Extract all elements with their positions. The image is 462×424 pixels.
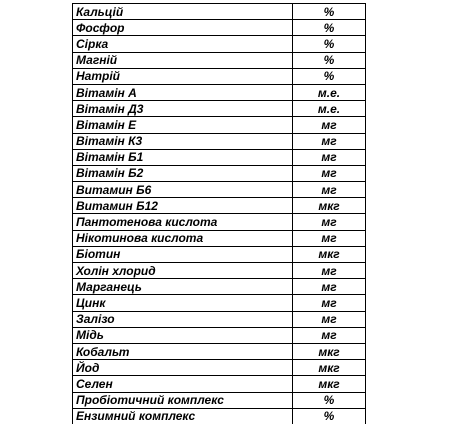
empty-cell[interactable]	[366, 101, 457, 117]
empty-cell[interactable]	[366, 149, 457, 165]
empty-cell[interactable]	[366, 343, 457, 359]
table-row	[73, 36, 457, 52]
table-row	[73, 311, 457, 327]
nutrient-name-cell[interactable]: Мідь	[73, 327, 293, 343]
unit-cell[interactable]: мг	[293, 263, 366, 279]
nutrient-name-cell[interactable]: Селен	[73, 376, 293, 392]
table-row	[73, 68, 457, 84]
unit-cell[interactable]: мкг	[293, 360, 366, 376]
nutrient-name-cell[interactable]: Пробіотичний комплекс	[73, 392, 293, 408]
unit-cell[interactable]: мг	[293, 295, 366, 311]
nutrient-name-cell[interactable]: Вітамін К3	[73, 133, 293, 149]
nutrient-name-cell[interactable]: Витамин Б6	[73, 182, 293, 198]
empty-cell[interactable]	[366, 230, 457, 246]
empty-cell[interactable]	[366, 327, 457, 343]
unit-cell[interactable]: м.е.	[293, 84, 366, 100]
unit-cell[interactable]: мкг	[293, 376, 366, 392]
empty-cell[interactable]	[366, 84, 457, 100]
unit-cell[interactable]: мг	[293, 279, 366, 295]
nutrient-name-cell[interactable]: Вітамін Б2	[73, 165, 293, 181]
unit-cell[interactable]: %	[293, 36, 366, 52]
nutrient-name-cell[interactable]: Марганець	[73, 279, 293, 295]
table-row	[73, 279, 457, 295]
unit-cell[interactable]: мг	[293, 117, 366, 133]
table-row	[73, 392, 457, 408]
unit-cell[interactable]: мг	[293, 133, 366, 149]
table-row	[73, 4, 457, 20]
nutrient-name-cell[interactable]: Кобальт	[73, 343, 293, 359]
table-row	[73, 117, 457, 133]
nutrient-name-cell[interactable]: Йод	[73, 360, 293, 376]
unit-cell[interactable]: мг	[293, 327, 366, 343]
unit-cell[interactable]: мг	[293, 214, 366, 230]
nutrient-name-cell[interactable]: Залізо	[73, 311, 293, 327]
nutrient-name-cell[interactable]: Натрій	[73, 68, 293, 84]
empty-cell[interactable]	[366, 117, 457, 133]
table-row	[73, 101, 457, 117]
table-row	[73, 327, 457, 343]
nutrient-name-cell[interactable]: Вітамін Е	[73, 117, 293, 133]
nutrient-name-cell[interactable]: Холін хлорид	[73, 263, 293, 279]
empty-cell[interactable]	[366, 165, 457, 181]
empty-cell[interactable]	[366, 52, 457, 68]
unit-cell[interactable]: %	[293, 52, 366, 68]
unit-cell[interactable]: %	[293, 20, 366, 36]
unit-cell[interactable]: мг	[293, 165, 366, 181]
nutrient-name-cell[interactable]: Вітамін Б1	[73, 149, 293, 165]
empty-cell[interactable]	[366, 360, 457, 376]
nutrient-name-cell[interactable]: Магній	[73, 52, 293, 68]
nutrient-name-cell[interactable]: Сірка	[73, 36, 293, 52]
empty-cell[interactable]	[366, 392, 457, 408]
nutrient-name-cell[interactable]: Вітамін Д3	[73, 101, 293, 117]
table-row	[73, 20, 457, 36]
nutrient-name-cell[interactable]: Біотин	[73, 246, 293, 262]
table-row	[73, 246, 457, 262]
empty-cell[interactable]	[366, 311, 457, 327]
empty-cell[interactable]	[366, 246, 457, 262]
table-row	[73, 84, 457, 100]
table-row	[73, 230, 457, 246]
nutrient-name-cell[interactable]: Вітамін А	[73, 84, 293, 100]
table-row	[73, 214, 457, 230]
nutrient-name-cell[interactable]: Фосфор	[73, 20, 293, 36]
empty-cell[interactable]	[366, 279, 457, 295]
empty-cell[interactable]	[366, 214, 457, 230]
nutrient-name-cell[interactable]: Нікотинова кислота	[73, 230, 293, 246]
table-row	[73, 408, 457, 424]
unit-cell[interactable]: мкг	[293, 198, 366, 214]
table-row	[73, 133, 457, 149]
empty-cell[interactable]	[366, 68, 457, 84]
empty-cell[interactable]	[366, 198, 457, 214]
table-row	[73, 149, 457, 165]
empty-cell[interactable]	[366, 295, 457, 311]
table-row	[73, 295, 457, 311]
empty-cell[interactable]	[366, 376, 457, 392]
empty-cell[interactable]	[366, 4, 457, 20]
unit-cell[interactable]: м.е.	[293, 101, 366, 117]
table-row	[73, 360, 457, 376]
empty-cell[interactable]	[366, 408, 457, 424]
unit-cell[interactable]: мг	[293, 311, 366, 327]
unit-cell[interactable]: %	[293, 68, 366, 84]
unit-cell[interactable]: %	[293, 4, 366, 20]
nutrient-table-body	[73, 4, 457, 424]
empty-cell[interactable]	[366, 263, 457, 279]
table-row	[73, 263, 457, 279]
empty-cell[interactable]	[366, 182, 457, 198]
nutrient-name-cell[interactable]: Кальцій	[73, 4, 293, 20]
empty-cell[interactable]	[366, 20, 457, 36]
unit-cell[interactable]: мг	[293, 182, 366, 198]
unit-cell[interactable]: мкг	[293, 343, 366, 359]
table-row	[73, 376, 457, 392]
unit-cell[interactable]: мг	[293, 230, 366, 246]
nutrient-table	[72, 3, 456, 424]
unit-cell[interactable]: мкг	[293, 246, 366, 262]
table-row	[73, 165, 457, 181]
table-row	[73, 198, 457, 214]
unit-cell[interactable]: %	[293, 408, 366, 424]
nutrient-name-cell[interactable]: Витамин Б12	[73, 198, 293, 214]
unit-cell[interactable]: %	[293, 392, 366, 408]
nutrient-name-cell[interactable]: Ензимний комплекс	[73, 408, 293, 424]
table-row	[73, 182, 457, 198]
table-row	[73, 343, 457, 359]
nutrient-name-cell[interactable]: Цинк	[73, 295, 293, 311]
nutrient-name-cell[interactable]: Пантотенова кислота	[73, 214, 293, 230]
table-row	[73, 52, 457, 68]
unit-cell[interactable]: мг	[293, 149, 366, 165]
empty-cell[interactable]	[366, 36, 457, 52]
empty-cell[interactable]	[366, 133, 457, 149]
